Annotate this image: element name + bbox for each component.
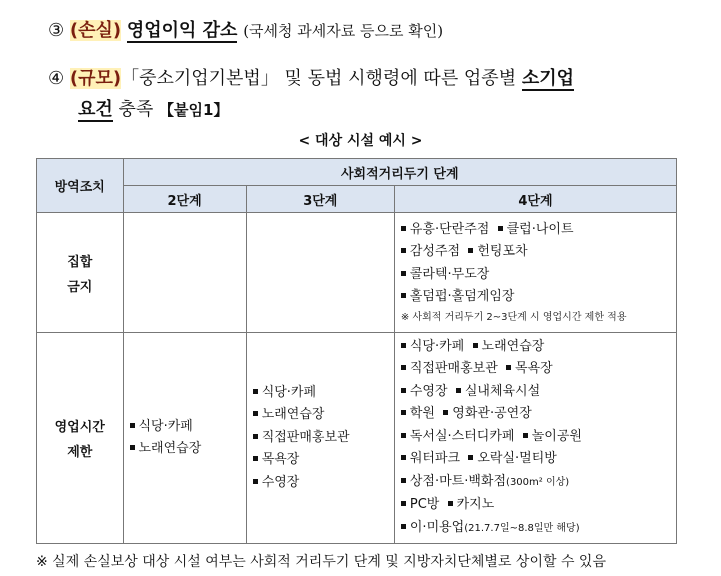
- facility-name: 노래연습장: [261, 407, 325, 423]
- facility-list: [401, 219, 670, 309]
- item-4-line: [48, 64, 574, 90]
- facility-name: 노래연습장: [481, 338, 545, 354]
- item-3-note: (국세청 과세자료 등으로 확인): [243, 22, 444, 40]
- cell-stage-4: [394, 333, 676, 544]
- facility-name: 목욕장: [261, 452, 300, 468]
- bullet-icon: [401, 271, 406, 276]
- bullet-icon: [401, 248, 406, 253]
- facility-name: 수영장: [261, 474, 300, 490]
- item-4-text: 「중소기업기본법」 및 동법 시행령에 따른 업종별: [121, 68, 517, 89]
- facility-name: 감성주점: [409, 244, 461, 259]
- facility-name: 직접판매홍보관: [261, 429, 350, 445]
- bullet-icon: [253, 479, 258, 484]
- row-label-line: 집합: [67, 254, 93, 270]
- facility-name: 식당·카페: [409, 338, 465, 354]
- bullet-icon: [130, 423, 135, 428]
- stage-note: ※ 사회적 거리두기 2~3단계 시 영업시간 제한 적용: [400, 311, 627, 323]
- facility-list: [253, 382, 388, 495]
- facility-name: 수영장: [409, 383, 448, 399]
- list-item: [401, 471, 670, 495]
- facility-name: 식당·카페: [138, 418, 193, 434]
- facility-name: 카지노: [456, 497, 495, 513]
- bullet-icon: [401, 501, 406, 506]
- bullet-icon: [443, 410, 448, 415]
- facility-name: 헌팅포차: [477, 244, 528, 259]
- facility-name: 실내체육시설: [464, 383, 541, 399]
- bullet-icon: [468, 248, 473, 253]
- facility-name: 식당·카페: [261, 384, 317, 400]
- row-label-line: 금지: [67, 279, 93, 295]
- cell-stage-3: [246, 333, 394, 544]
- cell-stage-2: [123, 333, 246, 544]
- header-stage-4: 4단계: [394, 186, 676, 213]
- list-item: [401, 426, 670, 449]
- facility-name: PC방: [409, 497, 440, 513]
- facility-table: [36, 158, 677, 544]
- list-item: [401, 517, 670, 541]
- facility-name: 상점·마트·백화점: [409, 473, 507, 489]
- table-row: [37, 333, 677, 544]
- item-4-text-2: 충족: [118, 99, 154, 120]
- list-item: [253, 472, 388, 495]
- bullet-icon: [401, 478, 406, 483]
- facility-name: 독서실·스터디카페: [409, 428, 515, 444]
- facility-name: 학원: [409, 406, 435, 422]
- item-4-number: ④: [48, 68, 65, 89]
- list-item: [401, 264, 670, 287]
- list-item: [401, 336, 670, 359]
- bullet-icon: [253, 411, 258, 416]
- item-3-tag: (손실): [69, 20, 122, 41]
- header-stage-3: 3단계: [246, 186, 394, 213]
- cell-stage-2: [123, 213, 246, 333]
- bullet-icon: [498, 226, 503, 231]
- bullet-icon: [253, 389, 258, 394]
- item-4-line-2: [78, 95, 228, 121]
- facility-list: [401, 336, 670, 541]
- list-item: [401, 403, 670, 426]
- facility-name: (300m² 이상): [506, 476, 570, 488]
- item-3-title: 영업이익 감소: [126, 20, 238, 41]
- list-item: [401, 358, 670, 381]
- row-label-hours-limit: [37, 333, 124, 544]
- list-item: [401, 241, 670, 264]
- list-item: [401, 448, 670, 471]
- header-distancing-stage: 사회적거리두기 단계: [123, 159, 677, 186]
- item-4-emphasis-2: 요건: [78, 99, 113, 120]
- cell-stage-4: [394, 213, 676, 333]
- bullet-icon: [401, 388, 406, 393]
- list-item: [253, 449, 388, 472]
- footnote: ※ 실제 손실보상 대상 시설 여부는 사회적 거리두기 단계 및 지방자치단체별로 상이할 수 있음: [36, 554, 606, 570]
- facility-name: 워터파크: [409, 451, 461, 467]
- item-4-reference: 【붙임1】: [159, 101, 229, 119]
- list-item: [253, 427, 388, 450]
- facility-name: (21.7.7일~8.8일만 해당): [464, 522, 580, 534]
- list-item: [401, 381, 670, 404]
- item-4-tag: (규모): [69, 68, 122, 89]
- bullet-icon: [506, 365, 511, 370]
- item-3-number: ③: [48, 20, 65, 41]
- facility-name: 콜라텍·무도장: [409, 266, 490, 282]
- facility-name: 목욕장: [515, 361, 553, 377]
- list-item: [253, 404, 388, 427]
- bullet-icon: [401, 343, 406, 348]
- bullet-icon: [401, 524, 406, 529]
- bullet-icon: [253, 434, 258, 439]
- bullet-icon: [401, 293, 406, 298]
- list-item: [253, 382, 388, 405]
- facility-name: 이·미용업: [409, 519, 465, 535]
- bullet-icon: [448, 501, 453, 506]
- list-item: [130, 438, 240, 461]
- facility-name: 유흥·단란주점: [409, 221, 490, 237]
- row-label-line: 영업시간: [54, 420, 105, 435]
- list-item: [130, 416, 240, 439]
- cell-stage-3: [246, 213, 394, 333]
- bullet-icon: [401, 410, 406, 415]
- facility-name: 노래연습장: [138, 441, 202, 456]
- bullet-icon: [401, 455, 406, 460]
- facility-name: 홀덤펍·홀덤게임장: [409, 289, 515, 304]
- bullet-icon: [468, 455, 473, 460]
- facility-name: 놀이공원: [531, 428, 582, 444]
- facility-name: 클럽·나이트: [506, 221, 574, 237]
- header-stage-2: 2단계: [123, 186, 246, 213]
- row-label-line: 제한: [67, 445, 93, 460]
- facility-name: 직접판매홍보관: [409, 361, 498, 377]
- bullet-icon: [253, 456, 258, 461]
- bullet-icon: [401, 433, 406, 438]
- list-item: [401, 494, 670, 517]
- facility-list: [130, 416, 240, 461]
- item-4-emphasis-1: 소기업: [521, 68, 574, 89]
- header-measure: 방역조치: [37, 159, 124, 213]
- bullet-icon: [401, 226, 406, 231]
- bullet-icon: [130, 445, 135, 450]
- facility-name: 오락실·멀티방: [477, 451, 557, 467]
- facility-name: 영화관·공연장: [452, 406, 532, 422]
- row-label-gathering-ban: [37, 213, 124, 333]
- bullet-icon: [456, 388, 461, 393]
- list-item: [401, 219, 670, 242]
- list-item: [401, 286, 670, 309]
- table-row: [37, 213, 677, 333]
- bullet-icon: [523, 433, 528, 438]
- bullet-icon: [401, 365, 406, 370]
- bullet-icon: [473, 343, 478, 348]
- item-3-line: [48, 16, 443, 42]
- table-caption: < 대상 시설 예시 >: [298, 133, 423, 149]
